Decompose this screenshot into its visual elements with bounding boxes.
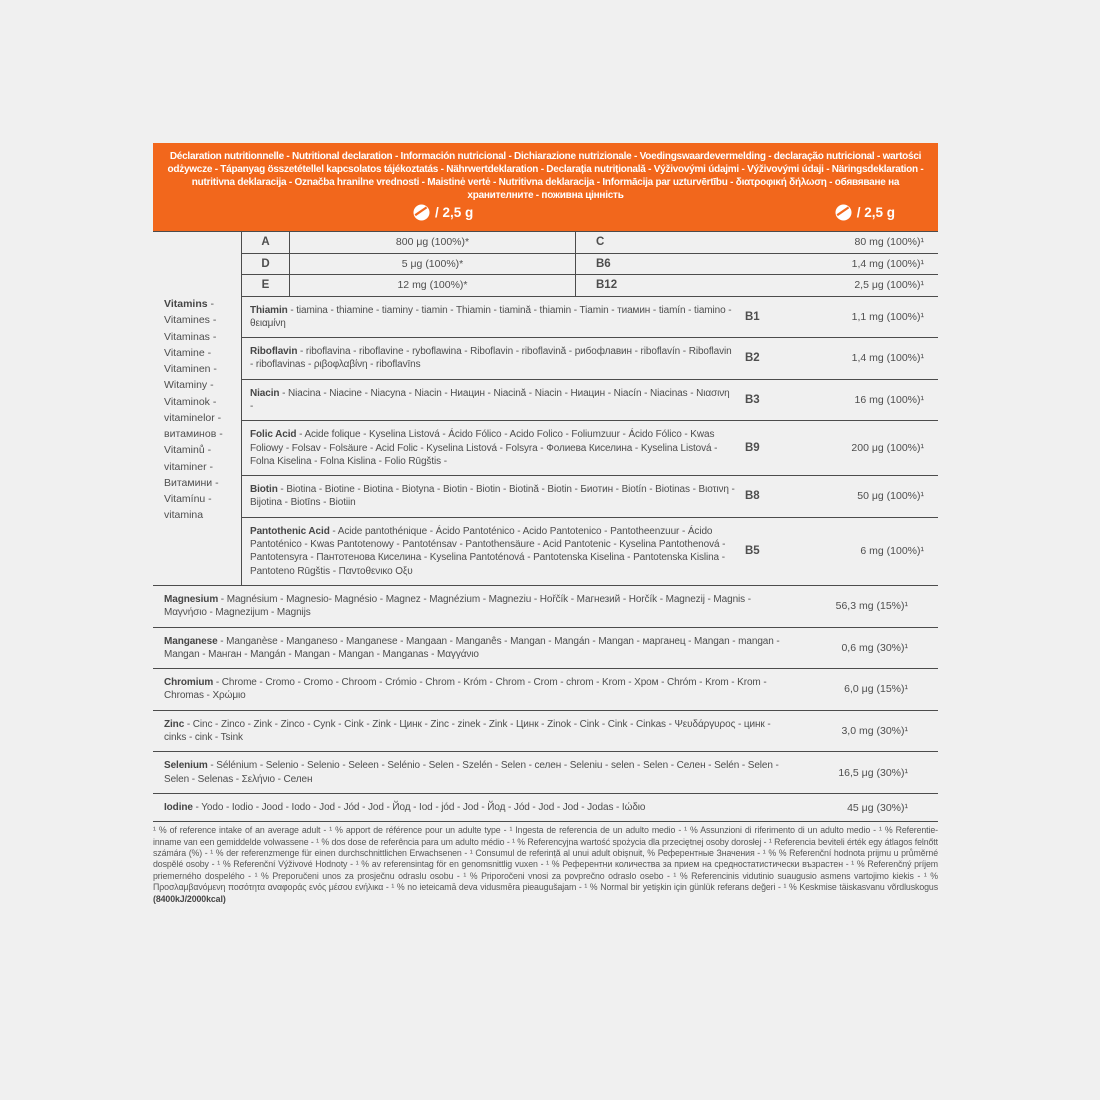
tablet-icon [835,204,852,221]
vitamin-row-b2 [242,338,938,380]
vitamin-row-b8 [242,476,938,518]
vitamins-content [242,232,938,585]
vitamin-code-b2: B2 [745,352,760,365]
mineral-value-chromium: 6,0 μg (15%)¹ [844,683,908,696]
mineral-name-primary: Magnesium [164,593,219,605]
vitamin-value-b1: 1,1 mg (100%)¹ [851,310,924,323]
vitamin-value-b2: 1,4 mg (100%)¹ [851,352,924,365]
vitamin-name-primary: Riboflavin [250,346,298,358]
declaration-multilingual-text: Déclaration nutritionnelle - Nutritional declaration - Información nutricional - Dichiarazione nutrizionale - Voedingswaardevermelding - declaração nutricional - wartości odżywcze - Tápanyag összetétellel kapcsolatos tájékoztatás - Nährwertdeklaration - Declarația nutrițională - Výživovými údajmi - Výživovými údaji - Näringsdeklaration - nutritivna deklaracija - Označba hranilne vrednosti - Maistinė vertė - Nutritivna deklaracija - Informācija par uzturvērtību - διατροφική δήλωση - обявяване на хранителните - поживна цінність [167,151,924,201]
footnote-text: ¹ % of reference intake of an average adult - ¹ % apport de référence pour un adulte type - ¹ Ingesta de referencia de un adulto medio - ¹ % Assunzioni di riferimento di un adulto medio - ¹ % Referentie-inname van een gemiddelde volwassene - ¹ % dos dose de referência para um adulto médio - ¹ % Referencyjna wartość spożycia dla przeciętnej osoby dorosłej - ¹ Referencia beviteli érték egy átlagos felnőtt számára (%) - ¹ % der referenzmenge für einen durchschnittlichen Erwachsenen - ¹ Consumul de referință al unui adult obișnuit, % Референтные Значения - ¹ % % Referenční hodnota prijmu u průměrné dospělé osoby - ¹ % Referenční Výživové Hodnoty - ¹ % av referensintag för en genomsnittlig vuxen - ¹ % Референтни количества за прием на средностатистически възрастен - ¹ % Referenčný príjem priemerného dospelého - ¹ % Preporučeni unos za prosječnu odraslu osobu - ¹ % Priporočeni vnosi za povprečno odraslo osebo - ¹ % Referencinis vidutinio suaugusio asmens vartojimo kiekis - ¹ % Προσλαμβανόμενη ποσότητα αναφοράς ενός μέσου ενήλικα - ¹ % no ieteicamā deva vidusmēra pieaugušajam - ¹ % Normal bir yetişkin için günlük referans değeri - ¹ % Keskmise täiskasvanu võrdluskogus [153,825,938,893]
mineral-name-translations: - Yodo - Iodio - Jood - Iodo - Jod - Jód - Jod - Йод - Iod - jód - Jod - Йод - Jód - Jod - Jod - Jodas - Ιώδιο [192,801,646,813]
mineral-name-translations: - Magnésium - Magnesio- Magnésio - Magnez - Magnézium - Magneziu - Hořčík - Магнезий - Horčík - Magnezij - Magnis - Μαγνήσιο - Magnezijum - Magnijs [164,593,751,619]
vitamin-name-translations: - Biotina - Biotine - Biotina - Biotyna - Biotin - Biotin - Biotină - Biotin - Биотин - Biotín - Biotinas - Βιοτινη - Bijotina - Biotīns - Biotiin [250,484,735,509]
vitamin-name-primary: Biotin [250,484,278,496]
vitamin-row-b5 [242,518,938,585]
vitamin-name-primary: Thiamin [250,304,288,316]
mineral-name-primary: Iodine [164,801,193,813]
mineral-name-translations: - Cinc - Zinco - Zink - Zinco - Cynk - Cink - Zink - Цинк - Zinc - zinek - Zink - Цинк - Zinok - Cink - Cink - Cinkas - Ψευδάργυρος - цинк - cinks - cink - Tsink [164,718,771,744]
mineral-row-iodine [153,794,938,822]
vitamin-code-b12: B12 [575,275,650,296]
vitamin-value-b9: 200 μg (100%)¹ [851,442,924,455]
mineral-row-magnesium [153,586,938,628]
mineral-names [153,801,781,814]
vitamin-names [242,525,745,578]
serving-size-value: / 2,5 g [435,205,474,220]
mineral-value-iodine: 45 μg (30%)¹ [847,801,908,814]
vitamin-name-translations: - Niacina - Niacine - Niacyna - Niacin - Ниацин - Niacină - Niacin - Ниацин - Niacín - Niacinas - Νιασινη - [250,387,730,412]
vitamin-names [242,387,745,414]
vitamin-code-a: A [242,232,290,253]
mineral-row-manganese [153,628,938,670]
serving-size-right [835,204,895,221]
mineral-value-magnesium: 56,3 mg (15%)¹ [835,600,908,613]
tablet-icon [413,204,430,221]
mineral-names [153,676,781,703]
vitamin-names [242,304,745,331]
mineral-names [153,593,781,620]
vitamins-label-translations: - Vitamines - Vitaminas - Vitamine - Vitaminen - Witaminy - Vitaminok - vitaminelor - витаминов - Vitaminů - vitaminer - Витамини - Vitamínu - vitamina [164,298,223,522]
mineral-row-zinc [153,711,938,753]
vitamin-name-translations: - riboflavina - riboflavine - ryboflawina - Riboflavin - riboflavină - рибофлавин - riboflavín - Riboflavin - riboflavinas - ριβοφλαβίνη - riboflavīns [250,346,732,371]
vitamin-value-e: 12 mg (100%)* [397,279,468,292]
vitamin-value-b6: 1,4 mg (100%)¹ [851,257,924,270]
mineral-names [153,718,781,745]
vitamins-section [153,232,938,586]
vitamin-code-b9: B9 [745,442,760,455]
vitamin-value-b5: 6 mg (100%)¹ [860,545,924,558]
vitamin-name-primary: Niacin [250,387,280,399]
vitamin-name-translations: - Acide pantothénique - Ácido Pantoténico - Acido Pantotenico - Pantotheenzuur - Ácido Pantoténico - Kwas Pantotenowy - Pantoténsav - Pantothensäure - Acid Pantotenic - Kyselina Pantothenová - Pantotensyra - Пантотенова Киселина - Kyselina Pantoténová - Pantotenska Kiselina - Pantotenska Kislina - Pantoteno Rūgštis - Παντοθενικο Οξυ [250,525,726,577]
mineral-name-translations: - Sélénium - Selenio - Selenio - Seleen - Selénio - Selen - Szelén - Selen - селен - Seleniu - selen - Selen - Селен - Selén - Selen - Selen - Selenas - Σελήνιο - Селен [164,760,779,785]
vitamins-section-label [153,232,242,585]
mineral-name-primary: Zinc [164,718,185,730]
vitamin-code-d: D [242,254,290,275]
vitamin-value-d: 5 μg (100%)* [401,257,464,270]
vitamin-row-e-b12 [242,275,938,297]
vitamin-value-b3: 16 mg (100%)¹ [854,393,924,406]
vitamin-row-d-b6 [242,254,938,276]
vitamin-row-b3 [242,380,938,422]
serving-size-row [163,203,928,228]
vitamin-name-translations: - tiamina - thiamine - tiaminy - tiamin - Thiamin - tiamină - thiamin - Tiamin - тиамин - tiamín - tiamino - θειαμίνη [250,304,732,329]
mineral-value-selenium: 16,5 μg (30%)¹ [838,766,908,779]
vitamin-code-b8: B8 [745,490,760,503]
vitamin-row-a-c [242,232,938,254]
mineral-names [153,759,781,786]
vitamin-value-b12: 2,5 μg (100%)¹ [854,279,924,292]
label-sheet [153,143,938,905]
footnote-energy-reference: (8400kJ/2000kcal) [153,893,226,904]
reference-intake-footnote [153,822,938,905]
vitamin-code-e: E [242,275,290,296]
nutrition-declaration-banner [153,143,938,231]
mineral-name-translations: - Chrome - Cromo - Cromo - Chroom - Crómio - Chrom - Króm - Chrom - Crom - chrom - Krom - Хром - Chróm - Krom - Krom - Chromas - Χρώμιο [164,677,767,702]
vitamin-value-c: 80 mg (100%)¹ [854,236,924,249]
serving-size-left [413,204,473,221]
vitamin-code-c: C [575,232,650,253]
mineral-name-translations: - Manganèse - Manganeso - Manganese - Mangaan - Manganês - Mangan - Mangán - Mangan - марганец - Mangan - mangan - Mangan - Манган - Mangán - Mangan - Mangan - Manganas - Μαγγάνιο [164,635,780,660]
vitamin-row-b9 [242,421,938,476]
vitamin-value-b8: 50 μg (100%)¹ [857,490,924,503]
vitamin-names [242,428,745,468]
vitamin-value-a: 800 μg (100%)* [395,236,470,249]
mineral-row-selenium [153,752,938,794]
mineral-name-primary: Selenium [164,760,208,772]
mineral-name-primary: Manganese [164,635,218,647]
serving-size-value: / 2,5 g [856,205,895,220]
vitamin-row-b1 [242,297,938,339]
vitamin-name-translations: - Acide folique - Kyselina Listová - Ácido Fólico - Acido Folico - Foliumzuur - Ácido Fólico - Kwas Foliowy - Folsav - Folsäure - Acid Folic - Kyselina Listová - Folsyra - Фолиева Киселина - Kyselina Listová - Folna Kiselina - Folna Kislina - Folio Rūgštis - [250,429,718,467]
minerals-section [153,586,938,822]
vitamin-name-primary: Folic Acid [250,429,297,441]
nutrition-table [153,231,938,822]
vitamin-code-b6: B6 [575,254,650,275]
vitamin-name-primary: Pantothenic Acid [250,525,330,537]
mineral-name-primary: Chromium [164,677,214,689]
mineral-value-manganese: 0,6 mg (30%)¹ [841,641,908,654]
vitamin-code-b1: B1 [745,310,760,323]
vitamin-names [242,345,745,372]
vitamin-code-b3: B3 [745,393,760,406]
vitamin-code-b5: B5 [745,545,760,558]
vitamin-names [242,483,745,510]
mineral-row-chromium [153,669,938,711]
mineral-names [153,635,781,662]
vitamins-label-primary: Vitamins [164,298,208,310]
mineral-value-zinc: 3,0 mg (30%)¹ [841,725,908,738]
